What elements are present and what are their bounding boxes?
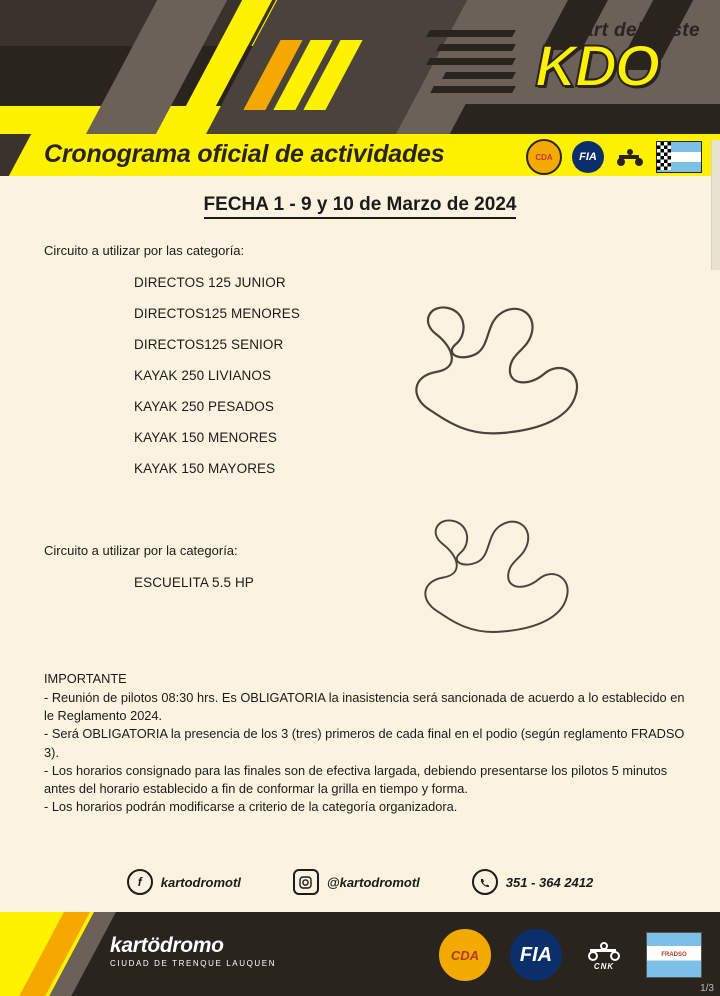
section2-label: Circuito a utilizar por la categoría: bbox=[44, 543, 238, 558]
list-item: ESCUELITA 5.5 HP bbox=[134, 575, 254, 590]
list-item: KAYAK 250 LIVIANOS bbox=[134, 368, 272, 383]
event-date-text: FECHA 1 - 9 y 10 de Marzo de 2024 bbox=[204, 194, 517, 219]
page-number: 1/3 bbox=[700, 983, 714, 994]
brand-main-text: KDO bbox=[535, 34, 658, 99]
footer-badges bbox=[436, 926, 702, 984]
event-date bbox=[0, 194, 720, 216]
important-title: IMPORTANTE bbox=[44, 671, 127, 686]
brand-season-text: temporada 2024 bbox=[505, 109, 620, 126]
important-line: - Los horarios consignado para las finales son de efectiva largada, debiendo presentarse los pilotos 5 minutos antes del horario establecido a fin de conformar la grilla en tiempo y forma. bbox=[44, 762, 668, 796]
fia-footer-badge: FIA bbox=[510, 929, 562, 981]
social-whatsapp-label: 351 - 364 2412 bbox=[505, 874, 594, 890]
facebook-icon: f bbox=[127, 869, 153, 895]
list-item: DIRECTOS125 SENIOR bbox=[134, 337, 284, 352]
track-map-1 bbox=[390, 290, 600, 470]
brand-top-text: kart del oeste bbox=[571, 20, 700, 41]
list-item: KAYAK 250 PESADOS bbox=[134, 399, 275, 414]
social-facebook-label: kartodromotl bbox=[160, 874, 241, 890]
flag-footer-label: FRADSO bbox=[661, 952, 687, 958]
fia-badge: FIA bbox=[572, 141, 604, 173]
important-line: - Reunión de pilotos 08:30 hrs. Es OBLIGATORIA la inasistencia será sancionada de acuerdo a lo establecido en le Reglamento 2024. bbox=[44, 690, 685, 724]
section1-category-list bbox=[134, 275, 300, 492]
cnk-footer-label: CNK bbox=[593, 961, 615, 971]
flag-badge bbox=[656, 141, 702, 173]
list-item: KAYAK 150 MAYORES bbox=[134, 461, 276, 476]
kdo-logo bbox=[424, 12, 704, 130]
social-whatsapp[interactable] bbox=[472, 869, 593, 895]
cnk-footer-badge bbox=[578, 929, 630, 981]
cda-footer-badge: CDA bbox=[436, 926, 494, 984]
social-instagram[interactable] bbox=[293, 869, 420, 895]
header-banner bbox=[0, 0, 720, 140]
important-notes bbox=[44, 670, 694, 816]
track-map-2 bbox=[390, 505, 600, 665]
list-item: DIRECTOS125 MENORES bbox=[134, 306, 300, 321]
speed-lines-icon bbox=[428, 30, 518, 100]
social-facebook[interactable] bbox=[127, 869, 241, 895]
cda-badge: CDA bbox=[526, 139, 562, 175]
kartodromo-logo bbox=[110, 934, 276, 968]
social-instagram-label: @kartodromotl bbox=[326, 874, 420, 890]
page-title: Cronograma oficial de actividades bbox=[44, 140, 445, 168]
kart-icon bbox=[614, 141, 646, 173]
list-item: DIRECTOS 125 JUNIOR bbox=[134, 275, 286, 290]
social-bar bbox=[0, 858, 720, 906]
section2-category-list bbox=[134, 575, 254, 606]
section1-label: Circuito a utilizar por las categoría: bbox=[44, 243, 245, 258]
kartodromo-subtitle: CIUDAD DE TRENQUE LAUQUEN bbox=[110, 959, 277, 968]
kartodromo-name: kartödromo bbox=[110, 934, 224, 957]
important-line: - Los horarios podrán modificarse a criterio de la categoría organizadora. bbox=[44, 799, 458, 815]
title-badges bbox=[526, 139, 702, 175]
title-bar bbox=[0, 134, 720, 176]
list-item: KAYAK 150 MENORES bbox=[134, 430, 278, 445]
title-bar-accent bbox=[0, 134, 31, 176]
footer-bar bbox=[0, 912, 720, 996]
flag-footer-badge bbox=[646, 932, 702, 978]
instagram-icon bbox=[293, 869, 319, 895]
important-line: - Será OBLIGATORIA la presencia de los 3 (tres) primeros de cada final en el podio (según reglamento FRADSO 3). bbox=[44, 726, 685, 760]
whatsapp-icon bbox=[472, 869, 498, 895]
